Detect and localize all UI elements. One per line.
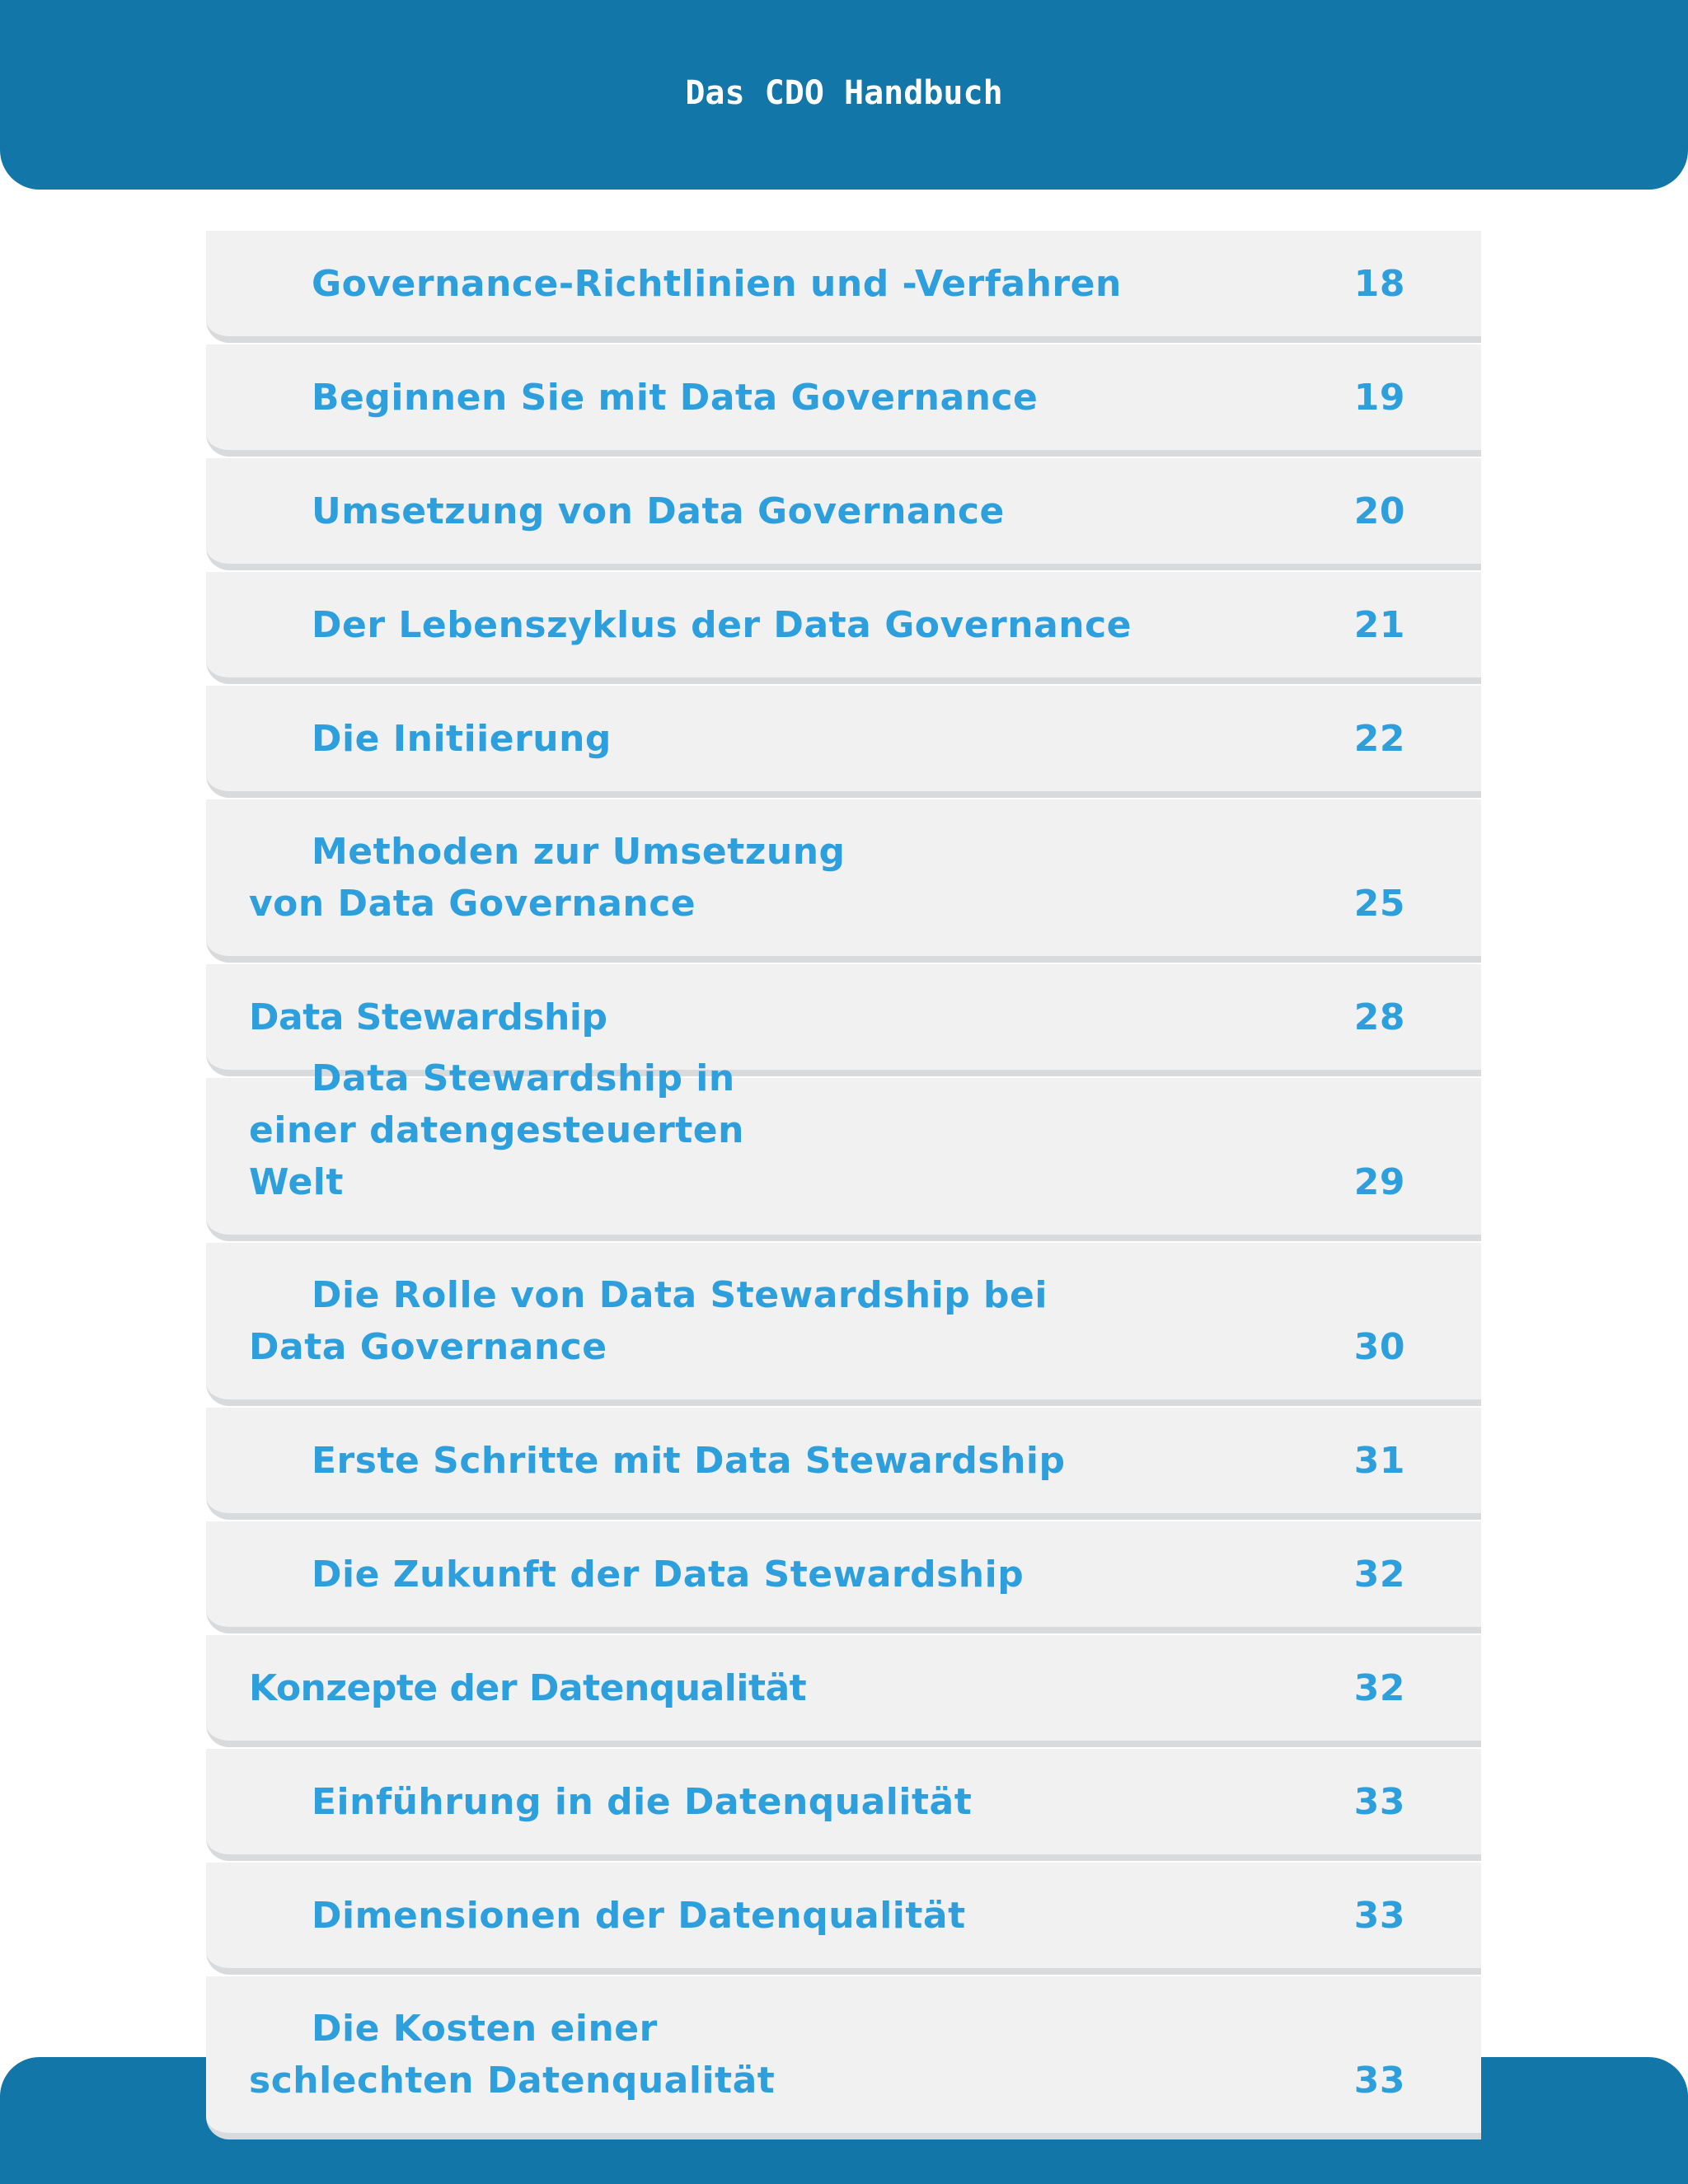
toc-entry-lebenszyklus[interactable] (206, 572, 1481, 684)
toc-entry-label: Dimensionen der Datenqualität (312, 1895, 966, 1937)
toc-entry-umsetzung-data-governance[interactable] (206, 458, 1481, 570)
toc-entry-label: Methoden zur Umsetzung von Data Governance (249, 831, 846, 925)
toc-entry-einfuehrung-datenqualitaet[interactable] (206, 1749, 1481, 1861)
toc-entry-page: 29 (1353, 1161, 1405, 1203)
toc-entry-label: Die Kosten einer schlechten Datenqualität (249, 2008, 776, 2102)
toc-entry-zukunft-stewardship[interactable] (206, 1521, 1481, 1633)
toc-entry-initiierung[interactable] (206, 686, 1481, 798)
toc-entry-page: 18 (1353, 263, 1405, 305)
toc-entry-label: Umsetzung von Data Governance (312, 490, 1005, 532)
toc-section-page: 32 (1353, 1667, 1405, 1709)
document-title: Das CDO Handbuch (685, 74, 1003, 112)
toc-section-label: Data Stewardship (249, 996, 607, 1038)
toc-entry-label: Erste Schritte mit Data Stewardship (312, 1440, 1066, 1482)
toc-section-datenqualitaet[interactable] (206, 1635, 1481, 1747)
toc-entry-methoden-umsetzung[interactable] (206, 799, 1481, 963)
toc-entry-label: Einführung in die Datenqualität (312, 1781, 973, 1823)
toc-entry-label: Die Rolle von Data Stewardship bei Data Governance (249, 1274, 1048, 1368)
toc-entry-dimensionen-datenqualitaet[interactable] (206, 1863, 1481, 1975)
toc-entry-stewardship-datengesteuert[interactable] (206, 1057, 1481, 1241)
toc-section-label: Konzepte der Datenqualität (249, 1667, 807, 1709)
toc-entry-page: 33 (1353, 1781, 1405, 1823)
toc-entry-page: 25 (1353, 883, 1405, 925)
toc-entry-page: 20 (1353, 490, 1405, 532)
toc-entry-page: 19 (1353, 377, 1405, 419)
toc-entry-kosten-datenqualitaet[interactable] (206, 1976, 1481, 2139)
toc-entry-page: 22 (1353, 718, 1405, 760)
toc-entry-rolle-stewardship[interactable] (206, 1243, 1481, 1406)
toc-entry-governance-richtlinien[interactable] (206, 231, 1481, 343)
toc-entry-label: Governance-Richtlinien und -Verfahren (312, 263, 1122, 305)
toc-entry-page: 33 (1353, 1895, 1405, 1937)
page-header (0, 0, 1688, 190)
toc-section-page: 28 (1353, 996, 1405, 1038)
toc-entry-page: 32 (1353, 1554, 1405, 1596)
toc-entry-page: 33 (1353, 2060, 1405, 2102)
toc-entry-page: 31 (1353, 1440, 1405, 1482)
table-of-contents (206, 231, 1481, 2141)
toc-entry-label: Der Lebenszyklus der Data Governance (312, 604, 1132, 646)
toc-entry-label: Beginnen Sie mit Data Governance (312, 377, 1039, 419)
toc-entry-beginnen-data-governance[interactable] (206, 344, 1481, 457)
toc-entry-label: Die Zukunft der Data Stewardship (312, 1554, 1025, 1596)
toc-entry-label: Data Stewardship in einer datengesteuerten Welt (249, 1057, 744, 1203)
toc-entry-page: 30 (1353, 1326, 1405, 1368)
toc-entry-label: Die Initiierung (312, 718, 612, 760)
toc-entry-page: 21 (1353, 604, 1405, 646)
toc-entry-erste-schritte[interactable] (206, 1408, 1481, 1520)
